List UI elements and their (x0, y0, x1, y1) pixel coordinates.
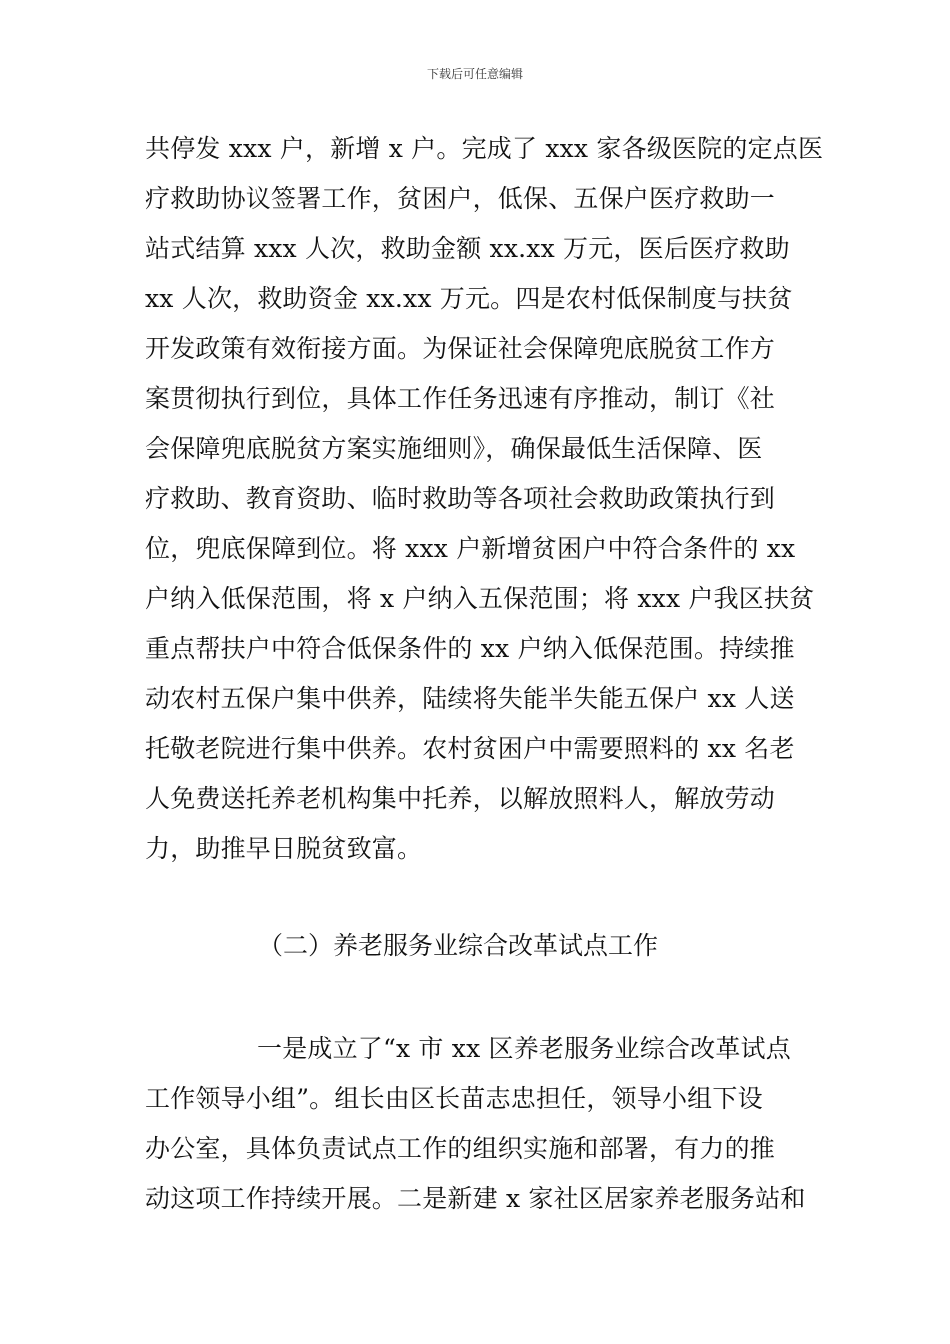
text-line: 共停发 xxx 户，新增 x 户。完成了 xxx 家各级医院的定点医 (145, 134, 824, 163)
text-line: xx 人次，救助资金 xx.xx 万元。四是农村低保制度与扶贫 (145, 284, 793, 313)
text-line: 动这项工作持续开展。二是新建 x 家社区居家养老服务站和 (145, 1184, 806, 1213)
text-line: 办公室，具体负责试点工作的组织实施和部署，有力的推 (145, 1134, 776, 1163)
text-line: 开发政策有效衔接方面。为保证社会保障兜底脱贫工作方 (145, 334, 776, 363)
text-line: 工作领导小组”。组长由区长苗志忠担任，领导小组下设 (145, 1084, 763, 1113)
text-line: 动农村五保户集中供养，陆续将失能半失能五保户 xx 人送 (145, 684, 795, 713)
editable-note: 下载后可任意编辑 (426, 67, 523, 81)
text-line: 会保障兜底脱贫方案实施细则》，确保最低生活保障、医 (145, 434, 763, 463)
text-line: 案贯彻执行到位，具体工作任务迅速有序推动，制订《社 (145, 384, 776, 413)
text-line: 疗救助、教育资助、临时救助等各项社会救助政策执行到 (145, 484, 776, 513)
section-heading: （二）养老服务业综合改革试点工作 (258, 931, 659, 960)
text-line: 人免费送托养老机构集中托养，以解放照料人，解放劳动 (145, 784, 776, 813)
text-line: 重点帮扶户中符合低保条件的 xx 户纳入低保范围。持续推 (145, 634, 795, 663)
text-line: 托敬老院进行集中供养。农村贫困户中需要照料的 xx 名老 (145, 734, 795, 763)
text-line: 位，兜底保障到位。将 xxx 户新增贫困户中符合条件的 xx (145, 534, 796, 563)
text-line: 一是成立了“x 市 xx 区养老服务业综合改革试点 (257, 1034, 791, 1063)
text-line: 力，助推早日脱贫致富。 (145, 834, 423, 863)
text-line: 户纳入低保范围，将 x 户纳入五保范围；将 xxx 户我区扶贫 (145, 584, 815, 613)
text-line: 疗救助协议签署工作，贫困户，低保、五保户医疗救助一 (145, 184, 776, 213)
text-line: 站式结算 xxx 人次，救助金额 xx.xx 万元，医后医疗救助 (145, 234, 790, 263)
